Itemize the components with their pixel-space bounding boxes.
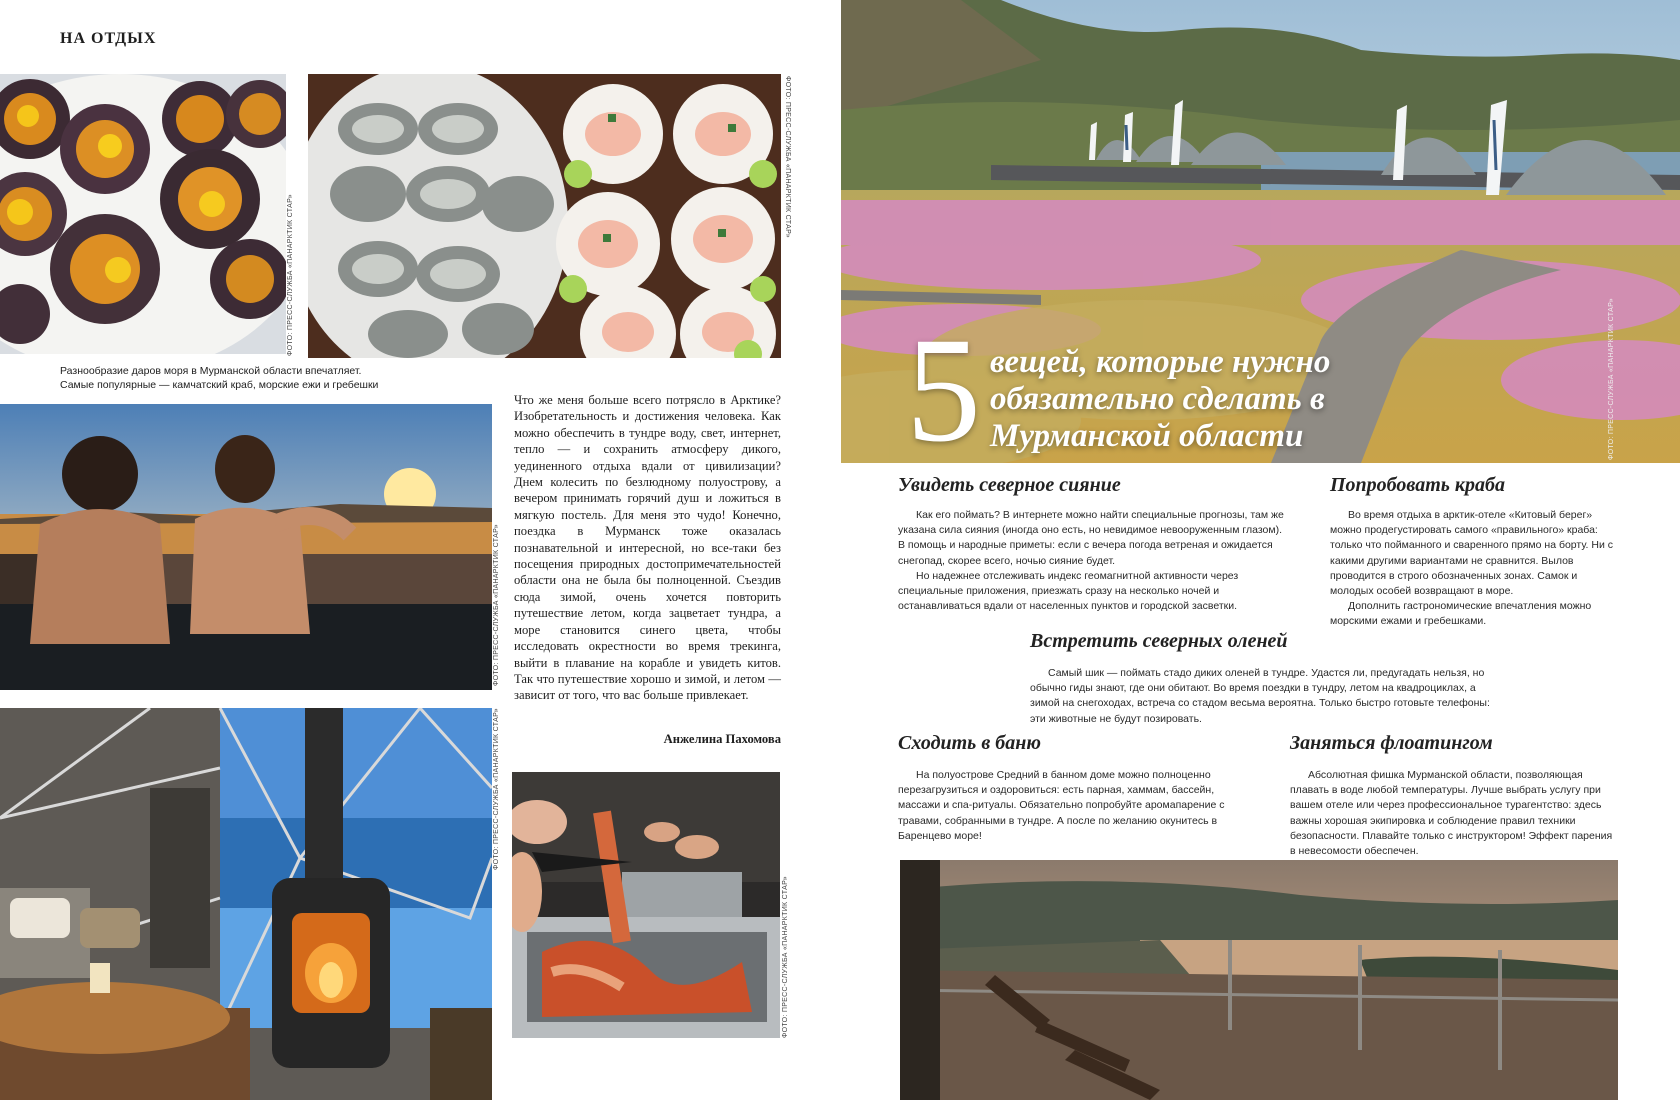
section-title-crab: Попробовать краба xyxy=(1330,474,1506,496)
photo-credit-6: ФОТО: ПРЕСС-СЛУЖБА «ПАНАРКТИК СТАР» xyxy=(1608,298,1615,460)
aurora-paragraph: Но надежнее отслеживать индекс геомагнитной активности через специальные приложения, приезжать сразу на несколько ночей и останавливаться вдали от населенных пунктов и городской засветки. xyxy=(898,569,1239,613)
section-title-aurora: Увидеть северное сияние xyxy=(898,474,1121,496)
deer-paragraph: Самый шик — поймать стадо диких оленей в тундре. Удастся ли, предугадать нельзя, но обычно гиды знают, где они обитают. Во время поездки в тундру, летом на квадроциклах, а зимой на снегоходах, встреча со стадом весьма вероятна. Только быстро готовьте телефоны: эти животные не будут позировать. xyxy=(1030,667,1490,725)
headline-number: 5 xyxy=(906,307,981,473)
section-body-banya xyxy=(898,768,1228,844)
hot-tub-illustration xyxy=(0,404,492,690)
section-title-floating: Заняться флоатингом xyxy=(1290,732,1493,754)
photo-caption: Разнообразие даров моря в Мурманской области впечатляет. Самые популярные — камчатский краб, морские ежи и гребешки xyxy=(60,365,379,391)
crab-paragraph: Во время отдыха в арктик-отеле «Китовый берег» можно продегустировать самого «правильного» краба: только что пойманного и сваренного прямо на борту. Ни с какими другими вариантами не сравнится. Вылов проводится в строго обозначенных зонах. Самок и молодых особей возвращают в море. xyxy=(1330,509,1613,598)
photo-credit-1: ФОТО: ПРЕСС-СЛУЖБА «ПАНАРКТИК СТАР» xyxy=(287,194,294,356)
section-body-floating xyxy=(1290,768,1620,859)
terrace-photo xyxy=(900,860,1618,1100)
oysters-illustration xyxy=(308,74,781,358)
aurora-paragraph: Как его поймать? В интернете можно найти специальные прогнозы, там же указана сила сияния (иногда оно есть, но невидимое невооруженным глазом). В помощь и народные приметы: если с вечера погода ветреная и ожидается снегопад, скорее всего, ночью сияние будет. xyxy=(898,509,1284,567)
section-body-deer xyxy=(1030,666,1490,727)
article-body: Что же меня больше всего потрясло в Арктике? Изобретательность и достижения человека. Как можно обеспечить в тундре воду, свет, интернет, тепло — и сохранить атмосферу дикого, уединенного отдыха вдали от цивилизации? Днем колесить по безлюдному полуострову, а вечером принимать горячий душ и ложиться в мягкую постель. Для меня это чудо! Конечно, поездка в Мурманск тоже оказалась познавательной и интересной, но все-таки без посещения природных достопримечательностей области она не была бы полноценной. Съездив сюда зимой, очень хочется повторить путешествие летом, когда зацветает тундра, а море становится синего цвета, чтобы исследовать окрестности во время трекинга, выйти в плавание на корабле и увидеть китов. Так что путешествие хорошо и зимой, и летом — зависит от того, что вас больше привлекает. xyxy=(514,393,781,703)
dome-interior-illustration xyxy=(0,708,492,1100)
section-title-banya: Сходить в баню xyxy=(898,732,1041,754)
section-label: НА ОТДЫХ xyxy=(60,30,157,47)
section-body-crab xyxy=(1330,508,1620,630)
section-title-deer: Встретить северных оленей xyxy=(1030,630,1288,652)
crab-illustration xyxy=(512,772,780,1038)
sea-urchins-photo xyxy=(0,74,286,354)
floating-paragraph: Абсолютная фишка Мурманской области, позволяющая плавать в воде любой температуры. Лучше выбрать услугу при вашем отеле или через профессиональное турагентство: здесь важны хорошая экипировка и соблюдение правил техники безопасности. Плавайте только с инструктором! Эффект парения в невесомости обеспечен. xyxy=(1290,769,1613,858)
photo-credit-3: ФОТО: ПРЕСС-СЛУЖБА «ПАНАРКТИК СТАР» xyxy=(493,524,500,686)
photo-credit-2: ФОТО: ПРЕСС-СЛУЖБА «ПАНАРКТИК СТАР» xyxy=(784,76,791,238)
hot-tub-photo xyxy=(0,404,492,690)
banya-paragraph: На полуострове Средний в банном доме можно полноценно перезагрузиться и оздоровиться: есть парная, хаммам, бассейн, массажи и спа-ритуалы. Обязательно попробуйте аромапарение с травами, собранными в тундре. А после по желанию окунитесь в Баренцево море! xyxy=(898,769,1225,842)
oysters-photo xyxy=(308,74,781,358)
photo-credit-4: ФОТО: ПРЕСС-СЛУЖБА «ПАНАРКТИК СТАР» xyxy=(493,708,500,870)
photo-credit-5: ФОТО: ПРЕСС-СЛУЖБА «ПАНАРКТИК СТАР» xyxy=(782,876,789,1038)
headline: вещей, которые нужно обязательно сделать в Мурманской области xyxy=(990,344,1331,454)
section-body-aurora xyxy=(898,508,1288,614)
article-author: Анжелина Пахомова xyxy=(663,732,781,746)
terrace-illustration xyxy=(900,860,1618,1100)
crab-photo xyxy=(512,772,780,1038)
sea-urchins-illustration xyxy=(0,74,286,354)
dome-interior-photo xyxy=(0,708,492,1100)
crab-paragraph: Дополнить гастрономические впечатления можно морскими ежами и гребешками. xyxy=(1330,600,1592,628)
